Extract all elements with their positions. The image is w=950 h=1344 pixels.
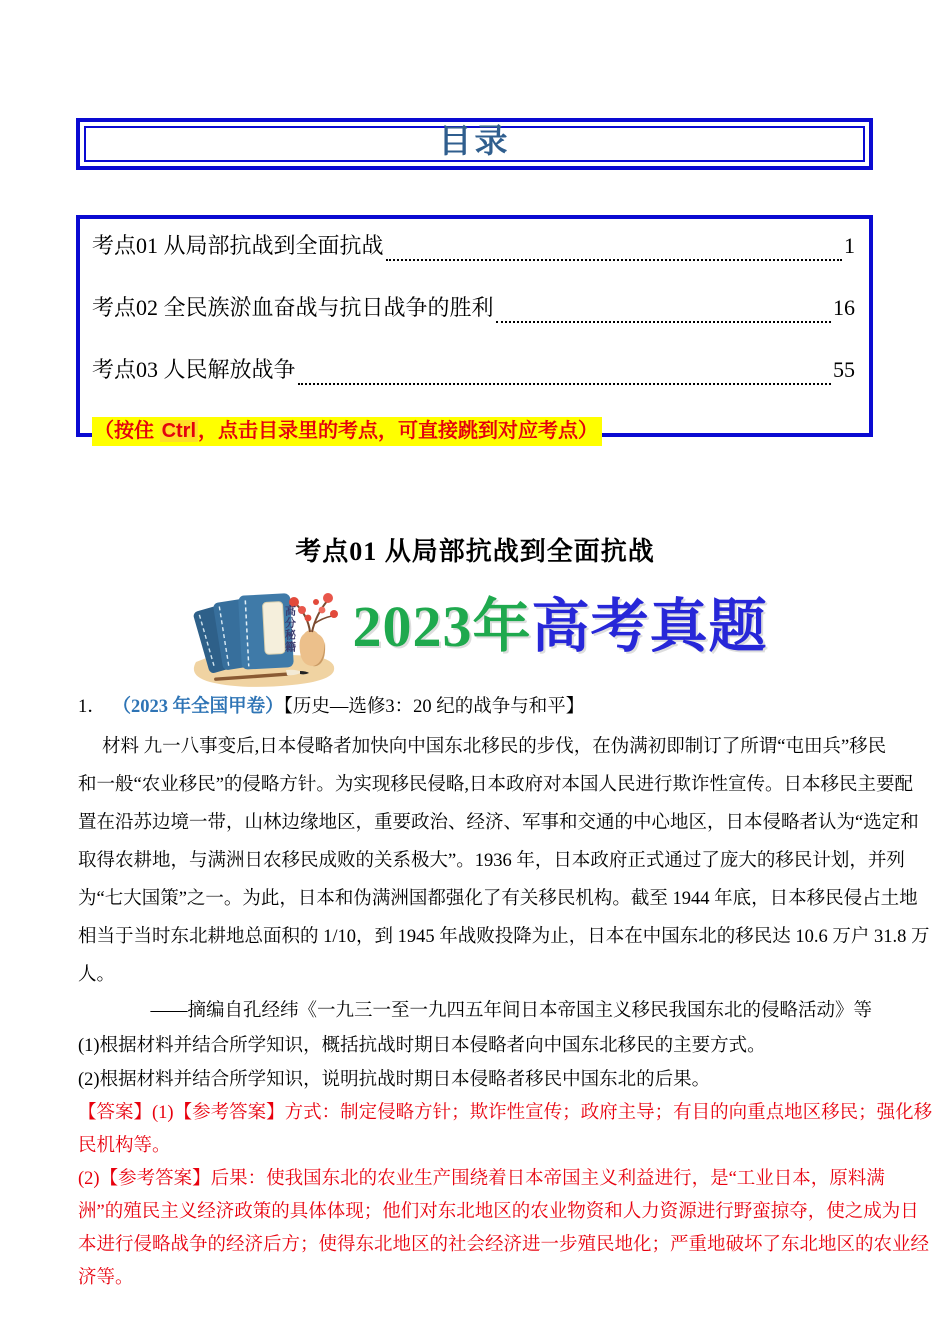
question-source: （2023 年全国甲卷） [121,697,284,717]
material-line: 为“七大国策”之一。为此，日本和伪满洲国都强化了有关移民机构。截至 1944 年底，日本移民侵占土地 [78,889,918,909]
toc-page-number: 1 [844,233,855,258]
answer-line: (2)【参考答案】后果：使我国东北的农业生产围绕着日本帝国主义利益进行，是“工业日本，原料满 [78,1169,885,1189]
answer-block [78,1097,933,1295]
answer-line: 济等。 [78,1268,134,1288]
material-attribution: ——摘编自孔经纬《一九三一至一九四五年间日本帝国主义移民我国东北的侵略活动》等 [150,1001,872,1021]
exam-year-banner [0,572,950,690]
books-illustration [182,572,352,690]
toc-title-box [76,118,873,170]
banner-year-text: 2023年 [352,594,532,659]
book-cover-label: 高分秘籍 [283,605,296,653]
sub-question-2: (2)根据材料并结合所学知识，说明抗战时期日本侵略者移民中国东北的后果。 [78,1070,711,1090]
toc-entry-label: 考点02 全民族淤血奋战与抗日战争的胜利 [92,295,494,320]
toc-entry-kaodian02[interactable] [92,293,855,323]
books-vase-brush-icon [182,572,352,690]
toc-entry-kaodian03[interactable] [92,355,855,385]
answer-line: 【答案】(1)【参考答案】方式：制定侵略方针；欺诈性宣传；政府主导；有目的向重点地区移民；强化移 [78,1103,933,1123]
question-module-tag: 【历史—选修3：20 纪的战争与和平】 [283,697,585,717]
question-number: 1． [78,697,106,717]
answer-line: 本进行侵略战争的经济后方；使得东北地区的社会经济进一步殖民地化；严重地破坏了东北地区的农业经 [78,1235,930,1255]
material-line: 置在沿苏边境一带，山林边缘地区，重要政治、经济、军事和交通的中心地区，日本侵略者认为“选定和 [78,813,919,833]
toc-entry-label: 考点01 从局部抗战到全面抗战 [92,233,384,258]
material-line: 材料 九一八事变后,日本侵略者加快向中国东北移民的步伐，在伪满初即制订了所谓“屯田兵”移民 [102,737,887,757]
material-line: 人。 [78,965,116,985]
material-line: 和一般“农业移民”的侵略方针。为实现移民侵略,日本政府对本国人民进行欺诈性宣传。日本移民主要配 [78,775,914,795]
material-line: 取得农耕地，与满洲日农移民成败的关系极大”。1936 年，日本政府正式通过了庞大的移民计划，并列 [78,851,905,871]
answer-line: 民机构等。 [78,1136,171,1156]
toc-ctrl-click-hint [92,417,602,446]
question-body [78,692,933,1295]
material-line: 相当于当时东北耕地总面积的 1/10，到 1945 年战败投降为止，日本在中国东北的移民达 10.6 万户 31.8 万 [78,927,930,947]
toc-dot-leader [496,299,831,323]
toc-title: 目录 [438,123,511,160]
toc-entry-kaodian01[interactable] [92,231,855,261]
question-header [78,692,872,722]
banner-words [352,594,768,659]
toc-box [76,215,873,442]
toc-dot-leader [386,237,842,261]
toc-entry-label: 考点03 人民解放战争 [92,357,296,382]
hint-ctrl-key: Ctrl [161,420,197,442]
toc-title-box-inner [84,123,865,162]
hint-prefix: （按住 [94,420,160,442]
toc-page-number: 16 [833,295,855,320]
hint-suffix: ，点击目录里的考点，可直接跳到对应考点） [198,420,599,442]
banner-title-text: 高考真题 [531,594,768,659]
answer-line: 洲”的殖民主义经济政策的具体体现；他们对东北地区的农业物资和人力资源进行野蛮掠夺，使之成为日 [78,1202,919,1222]
sub-question-1: (1)根据材料并结合所学知识，概括抗战时期日本侵略者向中国东北移民的主要方式。 [78,1036,766,1056]
toc-dot-leader [298,361,831,385]
section-heading: 考点01 从局部抗战到全面抗战 [295,537,655,566]
toc-page-number: 55 [833,357,855,382]
